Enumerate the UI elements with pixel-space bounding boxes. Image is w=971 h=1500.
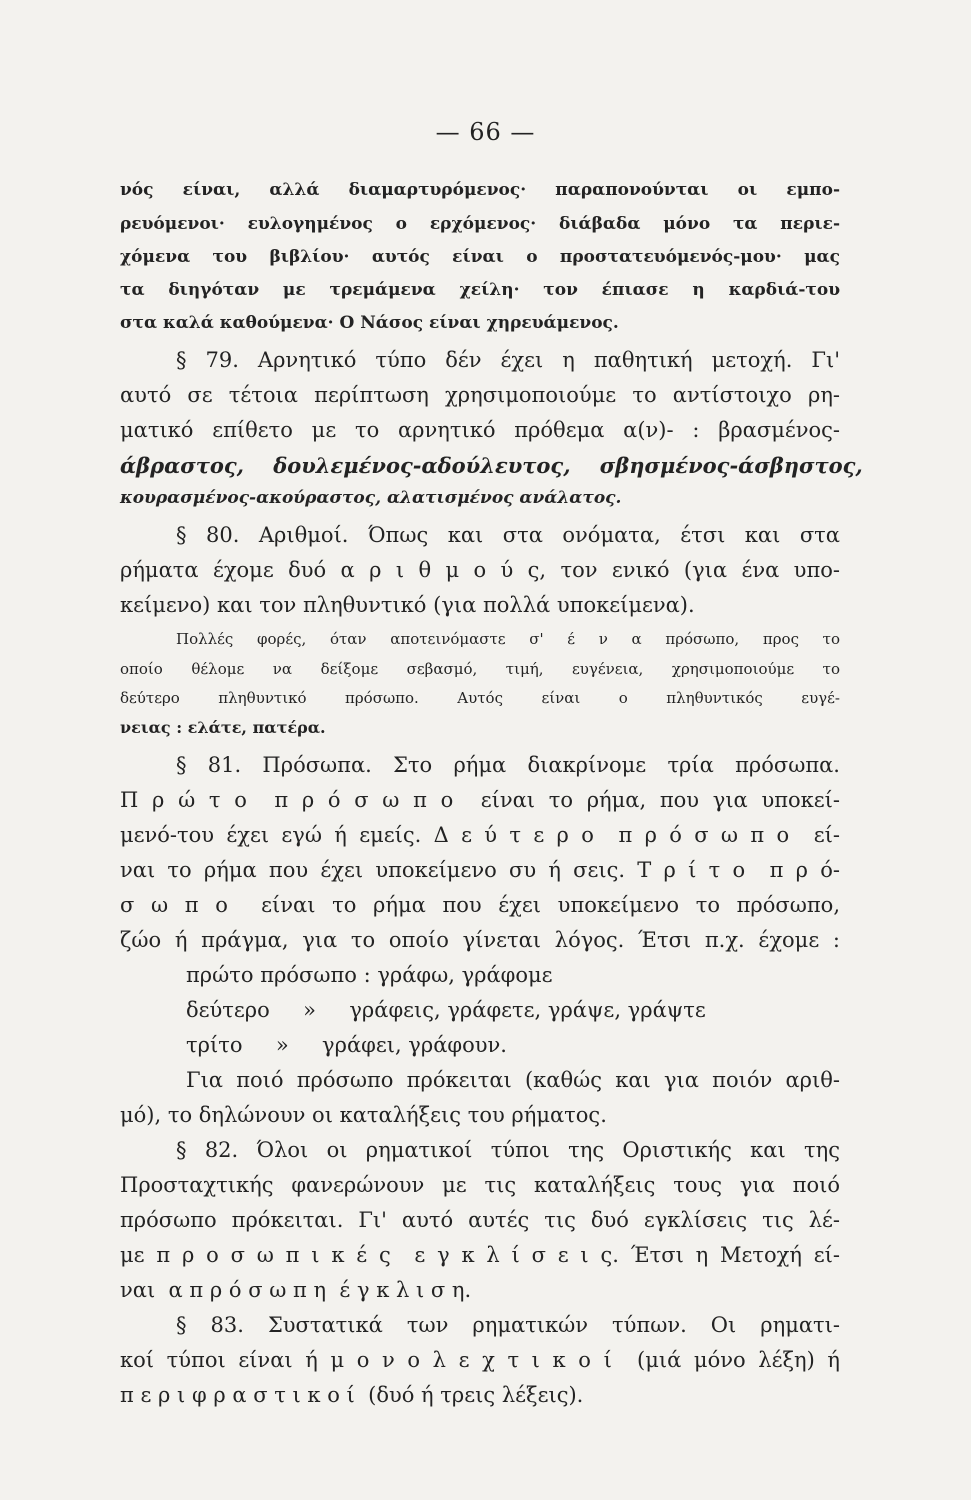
text-line: π ε ρ ι φ ρ α σ τ ι κ ο ί (δυό ή τρεις λέξεις). bbox=[120, 1383, 584, 1407]
text-line: ρευόμενοι· ευλογημένος ο ερχόμενος· διάβαδα μόνο τα περιε- bbox=[120, 214, 840, 234]
section-80-heading-line: § 80. Αριθμοί. Όπως και στα ονόματα, έτσι και στα bbox=[176, 523, 840, 547]
section-83-heading-line: § 83. Συστατικά των ρηματικών τύπων. Οι ρηματι- bbox=[176, 1313, 840, 1337]
text-line: ζώο ή πράγμα, για το οποίο γίνεται λόγος. Έτσι π.χ. έχομε : bbox=[120, 928, 840, 952]
text-line: οποίο θέλομε να δείξομε σεβασμό, τιμή, ευγένεια, χρησιμοποιούμε το bbox=[120, 660, 840, 678]
text-line: κείμενο) και τον πληθυντικό (για πολλά υποκείμενα). bbox=[120, 593, 695, 617]
text-line: μενό-του έχει εγώ ή εμείς. Δ ε ύ τ ε ρ ο π ρ ό σ ω π ο εί- bbox=[120, 823, 840, 847]
text-line: Πολλές φορές, όταν αποτεινόμαστε σ' έ ν α πρόσωπο, προς το bbox=[176, 630, 840, 648]
text-line: Για ποιό πρόσωπο πρόκειται (καθώς και για ποιόν αριθ- bbox=[186, 1068, 840, 1092]
text-line: μό), το δηλώνουν οι καταλήξεις του ρήματος. bbox=[120, 1103, 607, 1127]
text-line: πρόσωπο πρόκειται. Γι' αυτό αυτές τις δυό εγκλίσεις τις λέ- bbox=[120, 1208, 840, 1232]
section-82-heading-line: § 82. Όλοι οι ρηματικοί τύποι της Οριστικής και της bbox=[176, 1138, 840, 1162]
text-line: σ ω π ο είναι το ρήμα που έχει υποκείμενο το πρόσωπο, bbox=[120, 893, 840, 917]
text-line: ναι το ρήμα που έχει υποκείμενο συ ή σεις. Τ ρ ί τ ο π ρ ό- bbox=[120, 858, 840, 882]
text-line: νειας : ελάτε, πατέρα. bbox=[120, 718, 326, 737]
section-81-heading-line: § 81. Πρόσωπα. Στο ρήμα διακρίνομε τρία πρόσωπα. bbox=[176, 753, 840, 777]
text-line: ρήματα έχομε δυό α ρ ι θ μ ο ύ ς, τον ενικό (για ένα υπο- bbox=[120, 558, 840, 582]
example-line-first-person: πρώτο πρόσωπο : γράφω, γράφομε bbox=[186, 963, 553, 987]
text-line: κοί τύποι είναι ή μ ο ν ο λ ε χ τ ι κ ο ί (μιά μόνο λέξη) ή bbox=[120, 1348, 840, 1372]
text-line: ματικό επίθετο με το αρνητικό πρόθεμα α(ν)- : βρασμένος- bbox=[120, 418, 840, 442]
text-line: Π ρ ώ τ ο π ρ ό σ ω π ο είναι το ρήμα, που για υποκεί- bbox=[120, 788, 840, 812]
example-line-second-person: δεύτερο » γράφεις, γράφετε, γράψε, γράψτε bbox=[186, 998, 706, 1022]
text-line: κουρασμένος-ακούραστος, αλατισμένος ανάλατος. bbox=[120, 488, 622, 508]
text-line: χόμενα του βιβλίου· αυτός είναι ο προστατευόμενός-μου· μας bbox=[120, 247, 840, 267]
text-line: αυτό σε τέτοια περίπτωση χρησιμοποιούμε το αντίστοιχο ρη- bbox=[120, 383, 840, 407]
text-line: νός είναι, αλλά διαμαρτυρόμενος· παραπονούνται οι εμπο- bbox=[120, 180, 840, 200]
text-line: τα διηγόταν με τρεμάμενα χείλη· τον έπιασε η καρδιά-του bbox=[120, 280, 840, 300]
text-line: Προσταχτικής φανερώνουν με τις καταλήξεις τους για ποιό bbox=[120, 1173, 840, 1197]
text-line: ναι α π ρ ό σ ω π η έ γ κ λ ι σ η. bbox=[120, 1278, 472, 1302]
text-line: με π ρ ο σ ω π ι κ έ ς ε γ κ λ ί σ ε ι ς. Έτσι η Μετοχή εί- bbox=[120, 1243, 840, 1267]
text-line: δεύτερο πληθυντικό πρόσωπο. Αυτός είναι ο πληθυντικός ευγέ- bbox=[120, 689, 840, 707]
section-79-heading-line: § 79. Αρνητικό τύπο δέν έχει η παθητική μετοχή. Γι' bbox=[176, 348, 840, 372]
text-line: άβραστος, δουλεμένος-αδούλευτος, σβησμένος-άσβηστος, bbox=[120, 453, 863, 478]
page-number: — 66 — bbox=[435, 118, 536, 146]
text-line: στα καλά καθούμενα· Ο Νάσος είναι χηρευάμενος. bbox=[120, 313, 619, 333]
example-line-third-person: τρίτο » γράφει, γράφουν. bbox=[186, 1033, 507, 1057]
